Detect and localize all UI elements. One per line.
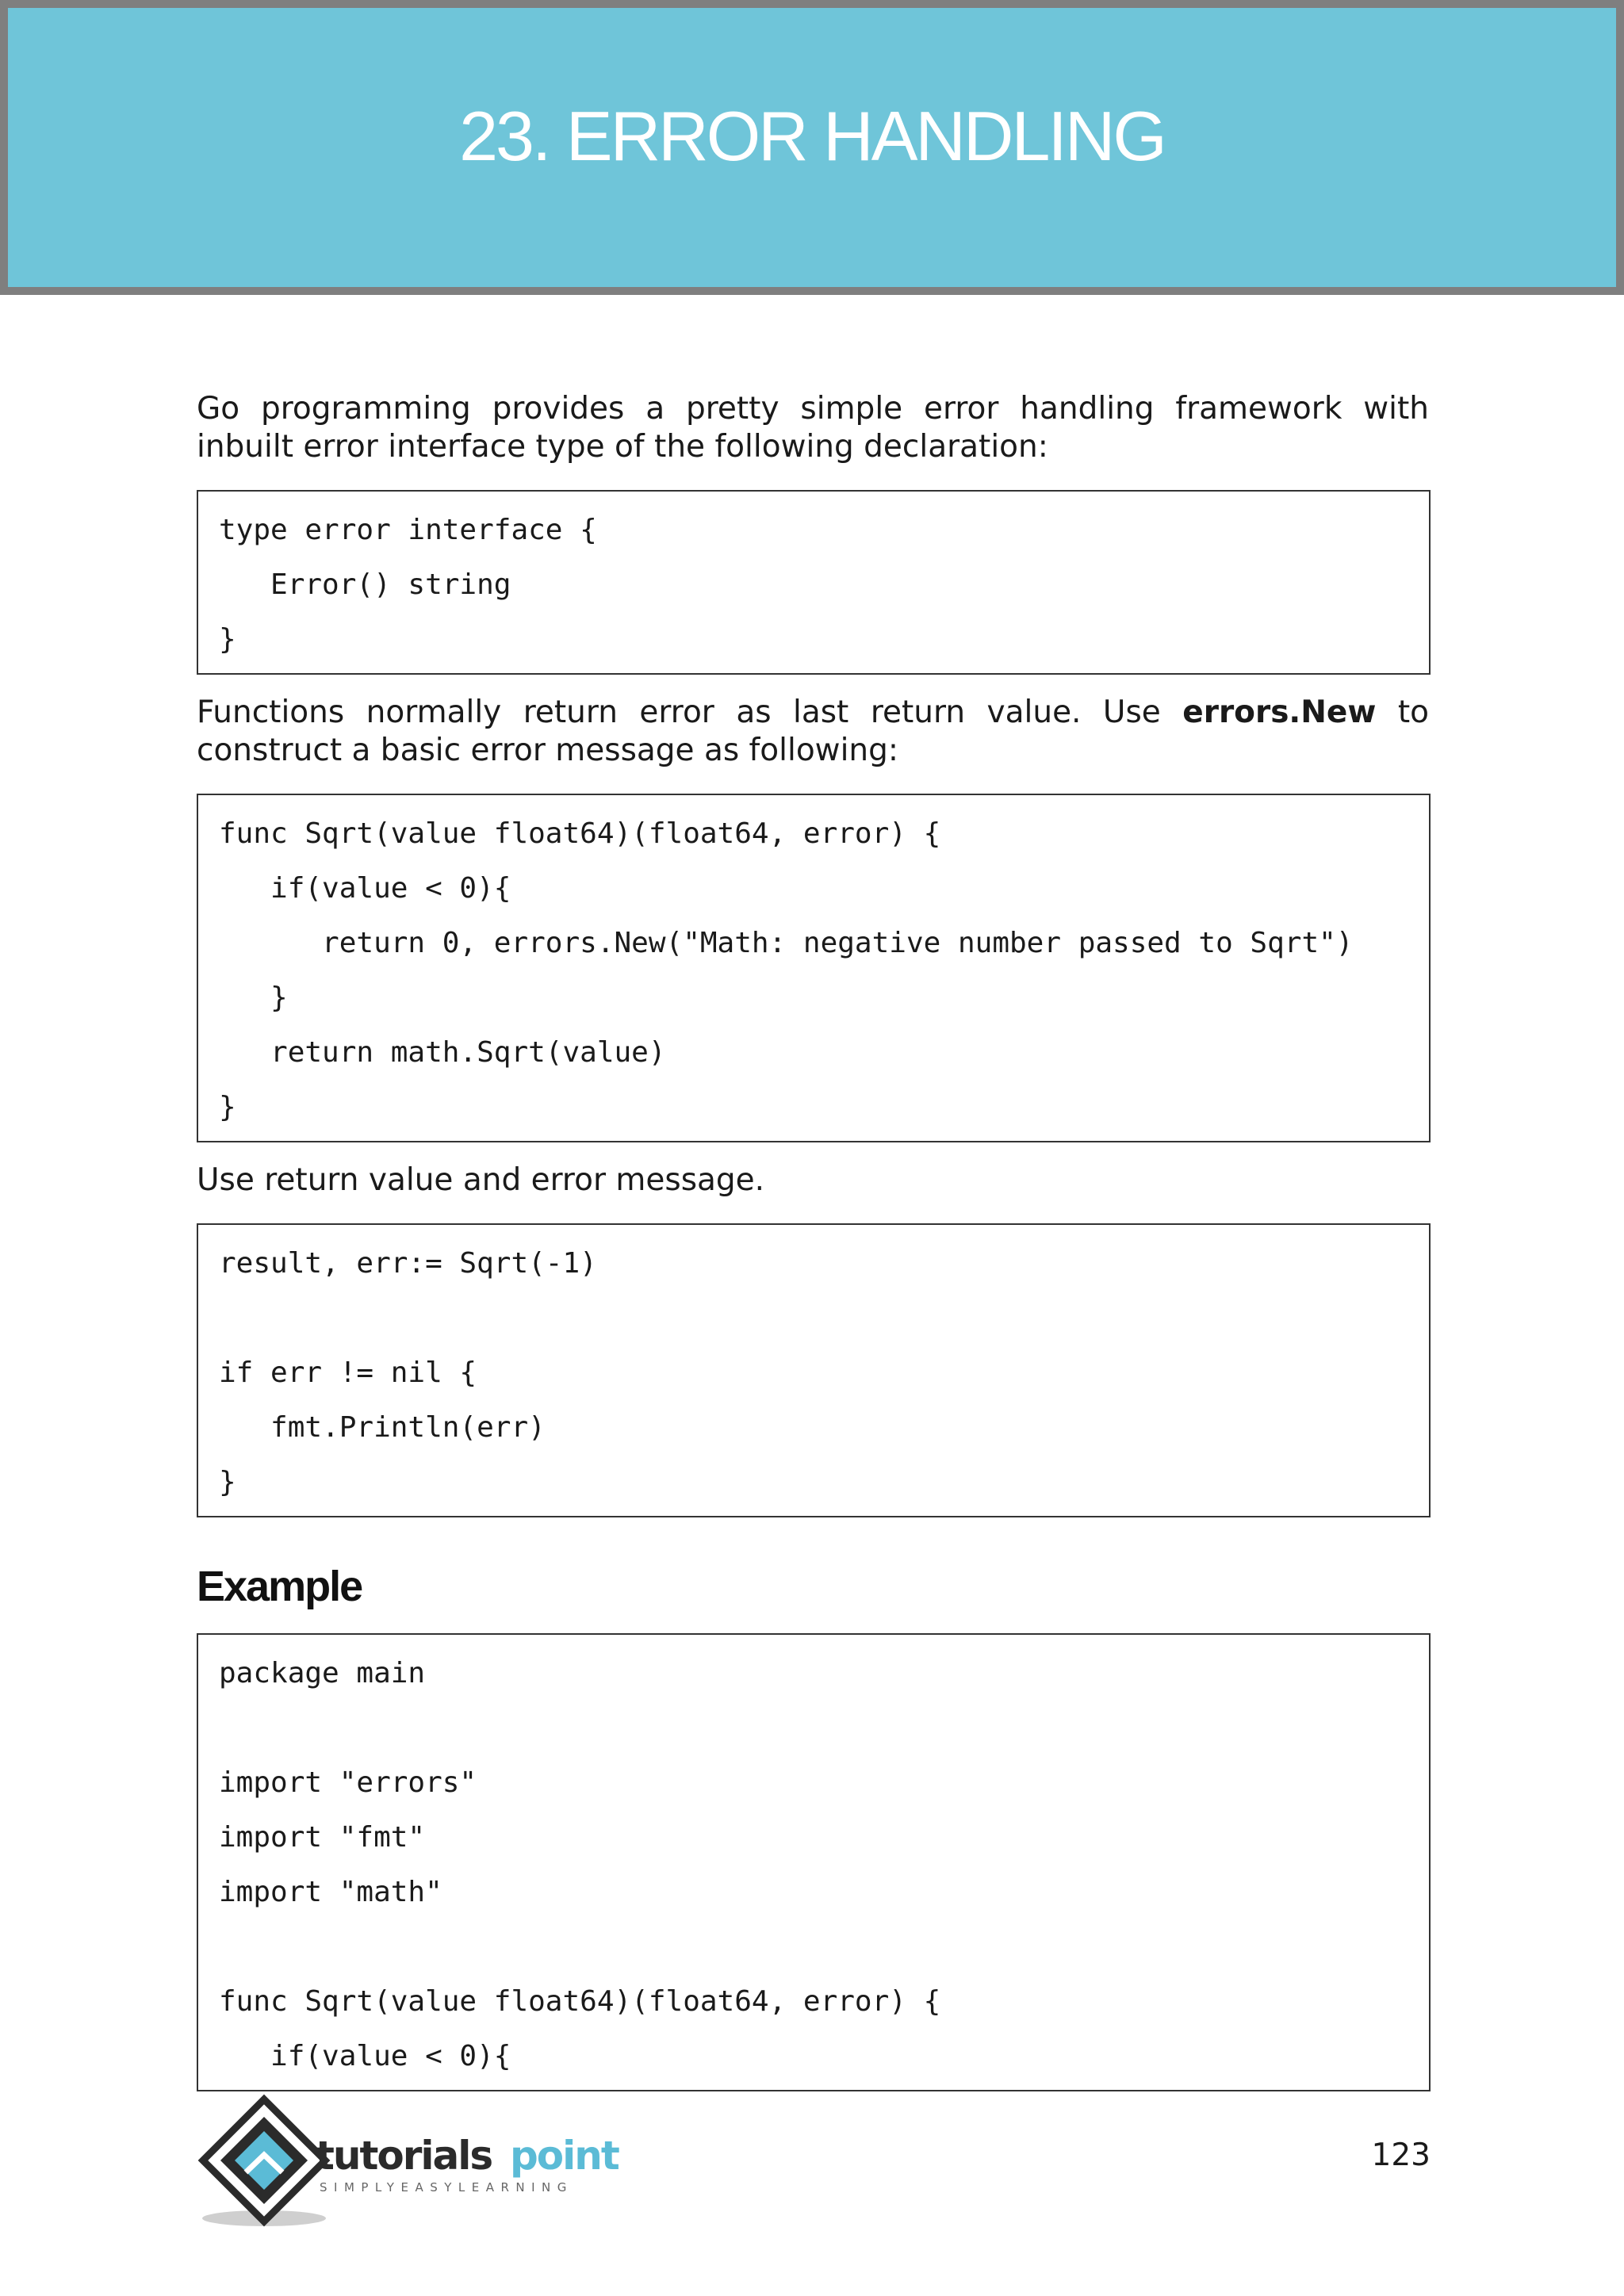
code-block-example	[197, 1633, 1431, 2091]
code-line: }	[219, 623, 236, 656]
code-line: if(value < 0){	[219, 2040, 511, 2072]
errors-new-keyword: errors.New	[1182, 695, 1377, 730]
code-block-sqrt-function	[197, 794, 1431, 1142]
code-line	[219, 1919, 1408, 1974]
code-line: result, err:= Sqrt(-1)	[219, 1247, 597, 1280]
code-block-usage	[197, 1223, 1431, 1517]
code-line: }	[219, 982, 288, 1014]
code-line	[219, 1291, 1408, 1345]
page-number: 123	[1371, 2137, 1431, 2173]
code-line: return 0, errors.New("Math: negative number passed to Sqrt")	[219, 927, 1354, 959]
logo-tagline: SIMPLYEASYLEARNING	[320, 2180, 573, 2195]
code-line: package main	[219, 1657, 426, 1689]
text-fragment: Functions normally return error as last return value. Use	[197, 695, 1183, 730]
page-footer	[197, 2093, 1431, 2236]
tutorialspoint-logo	[197, 2093, 641, 2228]
chapter-header	[0, 0, 1624, 295]
logo-word-tutorials: tutorials	[316, 2133, 492, 2179]
example-heading: Example	[197, 1563, 362, 1610]
text-fragment: to construct a basic error message as following:	[197, 695, 1429, 768]
code-line: return math.Sqrt(value)	[219, 1036, 666, 1069]
code-line: func Sqrt(value float64)(float64, error) {	[219, 1985, 941, 2018]
code-block-error-interface	[197, 490, 1431, 675]
chapter-title: 23. ERROR HANDLING	[459, 97, 1165, 175]
code-line: }	[219, 1466, 236, 1498]
errors-new-paragraph	[197, 694, 1429, 770]
code-line: if(value < 0){	[219, 872, 511, 905]
code-line: Error() string	[219, 568, 511, 601]
code-line: import "errors"	[219, 1766, 477, 1799]
code-line: import "math"	[219, 1876, 442, 1908]
code-line: fmt.Println(err)	[219, 1411, 546, 1444]
code-line: }	[219, 1091, 236, 1123]
code-line: if err != nil {	[219, 1357, 477, 1389]
intro-paragraph: Go programming provides a pretty simple error handling framework with inbuilt error interface type of the following declaration:	[197, 391, 1429, 465]
logo-word-point: point	[510, 2133, 619, 2179]
usage-paragraph: Use return value and error message.	[197, 1162, 765, 1198]
page-content	[197, 390, 1429, 2110]
code-line: import "fmt"	[219, 1821, 426, 1854]
code-line: func Sqrt(value float64)(float64, error) {	[219, 817, 941, 850]
code-line: type error interface {	[219, 514, 597, 546]
code-line	[219, 1701, 1408, 1755]
